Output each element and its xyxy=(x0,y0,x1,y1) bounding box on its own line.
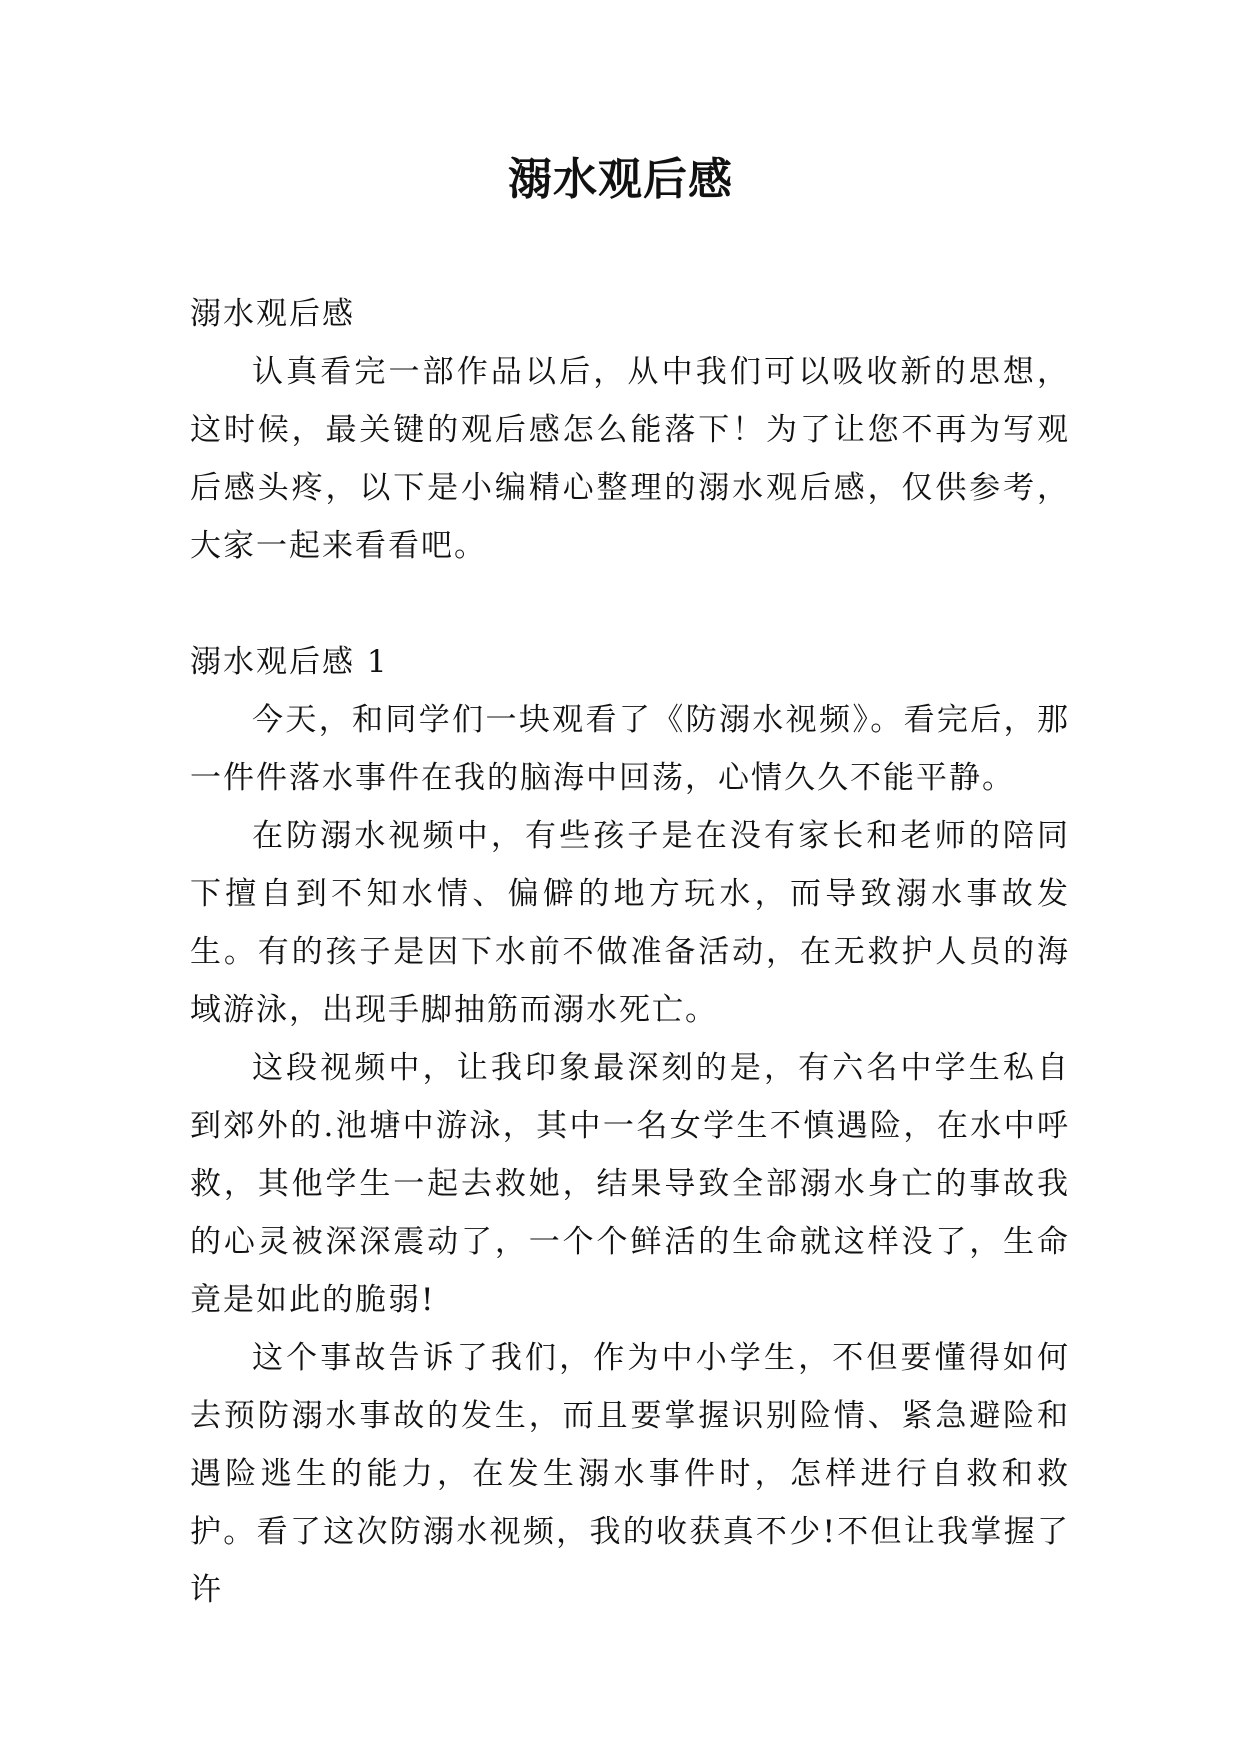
intro-paragraph: 认真看完一部作品以后，从中我们可以吸收新的思想，这时候，最关键的观后感怎么能落下！为了让您不再为写观后感头疼，以下是小编精心整理的溺水观后感，仅供参考，大家一起来看看吧。 xyxy=(190,354,1070,564)
section-spacer xyxy=(190,575,1070,633)
section1-paragraph: 这段视频中，让我印象最深刻的是，有六名中学生私自到郊外的.池塘中游泳，其中一名女学生不慎遇险，在水中呼救，其他学生一起去救她，结果导致全部溺水身亡的事故我的心灵被深深震动了，一个个鲜活的生命就这样没了，生命竟是如此的脆弱! xyxy=(190,1050,1070,1318)
intro-heading: 溺水观后感 xyxy=(190,296,355,332)
document-title: 溺水观后感 xyxy=(508,154,733,205)
section1-heading: 溺水观后感 1 xyxy=(190,644,389,680)
section1-paragraph: 在防溺水视频中，有些孩子是在没有家长和老师的陪同下擅自到不知水情、偏僻的地方玩水，而导致溺水事故发生。有的孩子是因下水前不做准备活动，在无救护人员的海域游泳，出现手脚抽筋而溺水死亡。 xyxy=(190,818,1070,1028)
section1-paragraph: 今天，和同学们一块观看了《防溺水视频》。看完后，那一件件落水事件在我的脑海中回荡，心情久久不能平静。 xyxy=(190,702,1070,796)
document-body xyxy=(190,285,1070,1619)
section1-paragraph: 这个事故告诉了我们，作为中小学生，不但要懂得如何去预防溺水事故的发生，而且要掌握识别险情、紧急避险和遇险逃生的能力，在发生溺水事件时，怎样进行自救和救护。看了这次防溺水视频，我的收获真不少!不但让我掌握了许 xyxy=(190,1340,1070,1608)
